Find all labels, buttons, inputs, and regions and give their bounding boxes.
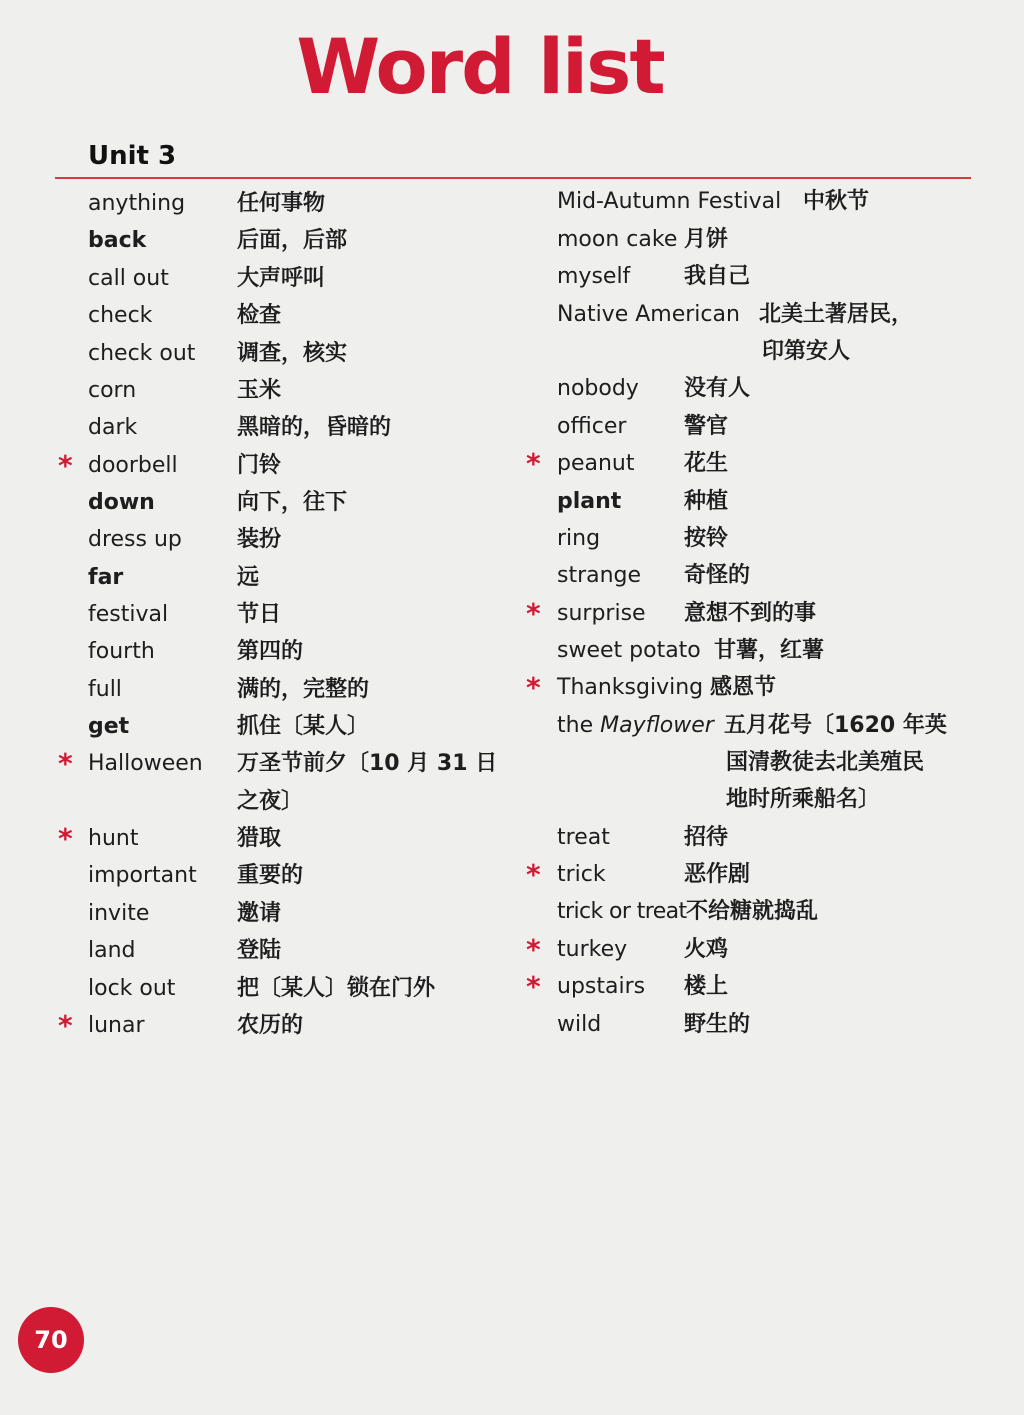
entry-word: trick or treat [557,899,687,924]
entry-word-italic: Mayflower [600,713,714,738]
entry-word: invite [88,901,150,926]
entry-meaning: 向下，往下 [237,490,348,515]
star-icon: * [526,858,541,891]
entry-word: down [88,490,155,515]
entry-meaning: 甘薯，红薯 [714,638,825,663]
entry-word: lunar [88,1013,145,1038]
page-number-badge: 70 [18,1307,84,1373]
entry-word: ring [557,526,601,551]
entry-meaning: 花生 [684,451,729,476]
page-title: Word list [296,22,664,111]
star-icon: * [526,597,541,630]
entry-meaning: 后面，后部 [237,228,348,253]
entry-word: Mid-Autumn Festival [557,189,782,214]
entry-meaning: 门铃 [237,453,282,478]
entry-meaning: 重要的 [237,863,304,888]
entry-word: doorbell [88,453,178,478]
entry-word: full [88,677,122,702]
entry-meaning: 把〔某人〕锁在门外 [237,976,436,1001]
entry-word: get [88,714,130,739]
entry-meaning: 恶作剧 [684,862,751,887]
entry-word: far [88,565,124,590]
entry-word: strange [557,563,642,588]
entry-meaning: 意想不到的事 [684,601,817,626]
entry-word: plant [557,489,622,514]
entry-word [557,708,714,744]
entry-meaning: 没有人 [684,376,751,401]
entry-word: dress up [88,527,182,552]
entry-word: back [88,228,147,253]
entry-word: trick [557,862,606,887]
entry-meaning: 任何事物 [237,191,326,216]
entry-meaning: 满的，完整的 [237,677,370,702]
entry-word: myself [557,264,631,289]
entry-meaning: 玉米 [237,378,282,403]
entry-meaning: 调查，核实 [237,341,348,366]
entry-meaning-continued: 地时所乘船名〕 [726,787,881,812]
entry-meaning: 不给糖就捣乱 [686,899,819,924]
unit-heading: Unit 3 [88,141,177,171]
entry-meaning: 北美土著居民， [759,302,914,327]
entry-word: sweet potato [557,638,701,663]
entry-word: fourth [88,639,155,664]
entry-meaning: 种植 [684,489,729,514]
entry-word: lock out [88,976,176,1001]
entry-word: check out [88,341,196,366]
entry-word: Thanksgiving [557,675,704,700]
star-icon: * [526,447,541,480]
entry-meaning: 五月花号〔1620 年英 [724,713,947,738]
entry-word: hunt [88,826,139,851]
entry-word: Native American [557,302,740,327]
entry-meaning: 野生的 [684,1012,751,1037]
entry-meaning: 月饼 [684,227,729,252]
star-icon: * [58,747,73,780]
star-icon: * [526,970,541,1003]
star-icon: * [58,449,73,482]
entry-meaning: 火鸡 [684,937,729,962]
entry-word: treat [557,825,610,850]
entry-meaning: 大声呼叫 [237,266,326,291]
entry-word: surprise [557,601,646,626]
entry-meaning-continued: 国清教徒去北美殖民 [726,750,925,775]
entry-word: officer [557,414,627,439]
entry-meaning: 警官 [684,414,729,439]
entry-word: peanut [557,451,635,476]
entry-meaning: 感恩节 [710,675,777,700]
entry-meaning: 中秋节 [803,189,870,214]
entry-meaning-continued: 之夜〕 [237,789,304,814]
entry-meaning: 第四的 [237,639,304,664]
entry-meaning: 按铃 [684,526,729,551]
entry-word: festival [88,602,169,627]
entry-meaning: 黑暗的，昏暗的 [237,415,392,440]
entry-meaning: 万圣节前夕〔10 月 31 日 [237,751,498,776]
entry-word-prefix: the [557,713,594,738]
entry-meaning: 奇怪的 [684,563,751,588]
entry-meaning: 登陆 [237,938,282,963]
entry-meaning: 检查 [237,303,282,328]
entry-meaning: 猎取 [237,826,282,851]
entry-word: moon cake [557,227,678,252]
entry-word: wild [557,1012,602,1037]
entry-word: corn [88,378,137,403]
entry-word: upstairs [557,974,646,999]
entry-word: call out [88,266,169,291]
entry-word: land [88,938,136,963]
entry-word: anything [88,191,186,216]
entry-meaning: 抓住〔某人〕 [237,714,370,739]
entry-word: turkey [557,937,628,962]
entry-meaning-continued: 印第安人 [762,339,851,364]
star-icon: * [58,1009,73,1042]
entry-meaning: 楼上 [684,974,729,999]
entry-meaning: 远 [237,565,260,590]
entry-meaning: 装扮 [237,527,282,552]
entry-meaning: 我自己 [684,264,751,289]
entry-word: Halloween [88,751,203,776]
entry-word: check [88,303,153,328]
star-icon: * [526,933,541,966]
star-icon: * [526,671,541,704]
entry-meaning: 农历的 [237,1013,304,1038]
entry-meaning: 招待 [684,825,729,850]
entry-word: dark [88,415,138,440]
star-icon: * [58,822,73,855]
entry-word: nobody [557,376,639,401]
entry-meaning: 节日 [237,602,282,627]
entry-meaning: 邀请 [237,901,282,926]
entry-word: important [88,863,197,888]
